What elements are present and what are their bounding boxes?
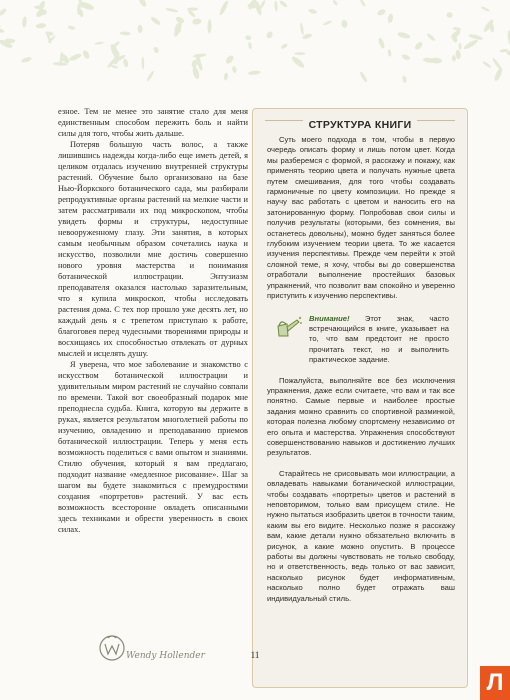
leaf-shape xyxy=(122,58,128,67)
leaf-shape xyxy=(414,41,424,51)
leaf-shape xyxy=(165,7,178,13)
leaf-shape xyxy=(376,8,386,17)
leaf-pattern-banner xyxy=(0,0,510,88)
leaf-shape xyxy=(223,72,228,80)
attention-text: Этот знак, часто встречающийся в книге, указывает на то, что вам предстоит не просто прочитать текст, но и выполнить практическое задание. xyxy=(309,313,449,365)
leaf-shape xyxy=(402,75,407,83)
leaf-shape xyxy=(173,21,183,38)
leaf-shape xyxy=(447,12,453,18)
leaf-shape xyxy=(463,38,479,50)
leaf-shape xyxy=(280,43,288,50)
leaf-shape xyxy=(245,35,252,41)
book-structure-panel xyxy=(252,108,468,688)
leaf-shape xyxy=(35,23,46,29)
attention-label: Внимание! xyxy=(309,313,350,323)
leaf-shape xyxy=(359,71,368,83)
panel-paragraph-2: Пожалуйста, выполняйте все без исключения упражнения, даже если считаете, что вам и так все понятно. Самые первые и наиболее простые задания можно сравнить со спортивной разминкой, которая полезна любому спортсмену независимо от его опыта и мастерства. Упражнения способствуют совершенствованию навыков и достижению лучших результатов. xyxy=(267,375,455,458)
leaf-shape xyxy=(218,0,229,16)
leaf-shape xyxy=(0,7,7,16)
leaf-shape xyxy=(332,0,338,6)
watering-can-icon xyxy=(273,314,303,340)
leaf-shape xyxy=(120,31,131,35)
leaf-shape xyxy=(359,0,366,7)
leaf-shape xyxy=(481,6,491,12)
leaf-shape xyxy=(141,57,144,70)
page-number: 11 xyxy=(250,650,260,660)
leaf-shape xyxy=(341,20,348,29)
author-signature-logo xyxy=(96,630,205,672)
panel-paragraph-3: Старайтесь не срисовывать мои иллюстрации, а овладевать навыками ботанической иллюстрации, чтобы создавать «портреты» цветов и растений в неповторимом, только вам присущем стиле. Не нужно пытаться изобразить цветок в точности таким, каким вы его видите. Несколько позже я расскажу вам, какие детали нужно обязательно включить в рисунок, а какие можно опустить. В процессе работы вы должны чувствовать не только свободу, но и ответственность, ведь только от вас зависит, насколько рисунок будет информативным, насколько полно будет отражать ваш индивидуальный стиль. xyxy=(267,468,455,603)
leaf-shape xyxy=(138,0,148,8)
leaf-shape xyxy=(21,56,32,63)
leaf-shape xyxy=(308,8,317,14)
leaf-shape xyxy=(453,27,462,31)
leaf-shape xyxy=(231,66,237,74)
leaf-shape xyxy=(146,70,155,82)
leaf-shape xyxy=(192,18,202,25)
leaf-shape xyxy=(265,30,273,39)
leaf-shape xyxy=(387,49,391,57)
left-paragraph-2: Потеряв большую часть волос, а также лишившись надежды когда-либо еще иметь детей, я целиком отдалась изучению внутренней структуры растений. Обучение было организовано на базе Нью-Йоркского ботанического сада, мы разбирали репродуктивные органы растений на мелкие части и затем рассматривали их под микроскопом, чтобы увидеть формы и структуры, недоступные невооруженному глазу. Эти занятия, в которых самым необычным образом сочетались наука и искусство, позволили мне достичь совершенно нового уровня мастерства и понимания ботанической иллюстрации. Энтузиазм преподавателя оказался настолько заразительным, что я купила микроскоп, чтобы исследовать растения дома. С тех пор прошло уже десять лет, но каждый день я с трепетом приступаю к работе, благоговея перед чудесными творениями природы и восхищаясь их способностью отвлекать от дурных мыслей и исцелять душу. xyxy=(58,140,248,358)
signature-text: Wendy Hollender xyxy=(126,651,205,661)
leaf-shape xyxy=(274,1,278,12)
publisher-badge[interactable]: Л xyxy=(480,666,510,700)
leaf-shape xyxy=(377,37,385,49)
leaf-shape xyxy=(279,0,288,8)
leaf-shape xyxy=(401,53,411,61)
leaf-shape xyxy=(248,42,253,50)
panel-intro: Суть моего подхода в том, чтобы в первую очередь описать форму и лишь потом цвет. Когда мы разберемся с формой, я расскажу и покажу, как применять теорию цвета и получать нужные цвета путем смешивания, для того чтобы создавать гармоничные по цвету композиции. Но прежде я научу вас работать с цветом и наносить его на затонированную форму. Попробовав свои силы и получив результаты (которыми, без сомнения, вы останетесь довольны), можно будет заняться более глубоким изучением теории цвета. То же касается изучения перспективы. Прежде чем перейти к этой сложной теме, я хочу, чтобы вы до совершенства отработали выполнение простейших базовых упражнений, что позволит вам спокойно и уверенно приступить к изучению перспективы. xyxy=(267,135,455,301)
leaf-shape xyxy=(153,46,160,54)
leaf-shape xyxy=(452,55,456,62)
leaf-shape xyxy=(137,25,142,34)
leaf-shape xyxy=(68,25,76,31)
leaf-shape xyxy=(455,49,461,59)
leaf-shape xyxy=(94,41,103,45)
panel-body xyxy=(267,135,455,604)
leaf-shape xyxy=(22,16,27,27)
leaf-shape xyxy=(482,60,492,68)
leaf-shape xyxy=(387,13,394,23)
leaf-shape xyxy=(299,23,304,36)
leaf-shape xyxy=(491,57,503,71)
leaf-shape xyxy=(68,52,82,62)
left-paragraph-3: Я уверена, что мое заболевание и знакомство с искусством ботанической иллюстрации и удивительным миром растений не случайно совпали по времени. Такой вот своеобразный подарок мне преподнесла судьба. Книга, которую вы держите в руках, является результатом многолетней работы по изучению, овладению и преподаванию приемов ботанической иллюстрации. Теперь у меня есть возможность поделиться с вами опытом и знаниями. Стилю обучения, который я вам предлагаю, подходит название «медленное рисование». Шаг за шагом вы будете знакомиться с премудростями создания «портретов» растений. У вас есть возможность всесторонне овладеть описанными здесь техниками и обрести уверенность в своих силах. xyxy=(58,360,248,534)
attention-note xyxy=(273,314,449,366)
leaf-shape xyxy=(493,67,504,82)
leaf-shape xyxy=(82,49,91,59)
leaf-shape xyxy=(294,52,305,55)
left-paragraph-1: езное. Тем не менее это занятие стало для меня единственным способом пережить боль и найти силы для того, чтобы жить дальше. xyxy=(58,107,248,138)
leaf-shape xyxy=(322,20,332,26)
leaf-shape xyxy=(397,31,411,39)
leaf-shape xyxy=(426,32,436,41)
panel-title: СТРУКТУРА КНИГИ xyxy=(303,119,418,131)
leaf-shape xyxy=(458,43,461,50)
leaf-shape xyxy=(290,55,305,69)
leaf-shape xyxy=(259,0,266,10)
leaf-shape xyxy=(150,16,162,26)
leaf-shape xyxy=(248,70,261,75)
left-text-column xyxy=(58,106,248,535)
leaf-shape xyxy=(224,54,234,65)
leaf-shape xyxy=(468,33,483,41)
leaf-shape xyxy=(207,19,211,33)
leaf-shape xyxy=(0,27,5,34)
